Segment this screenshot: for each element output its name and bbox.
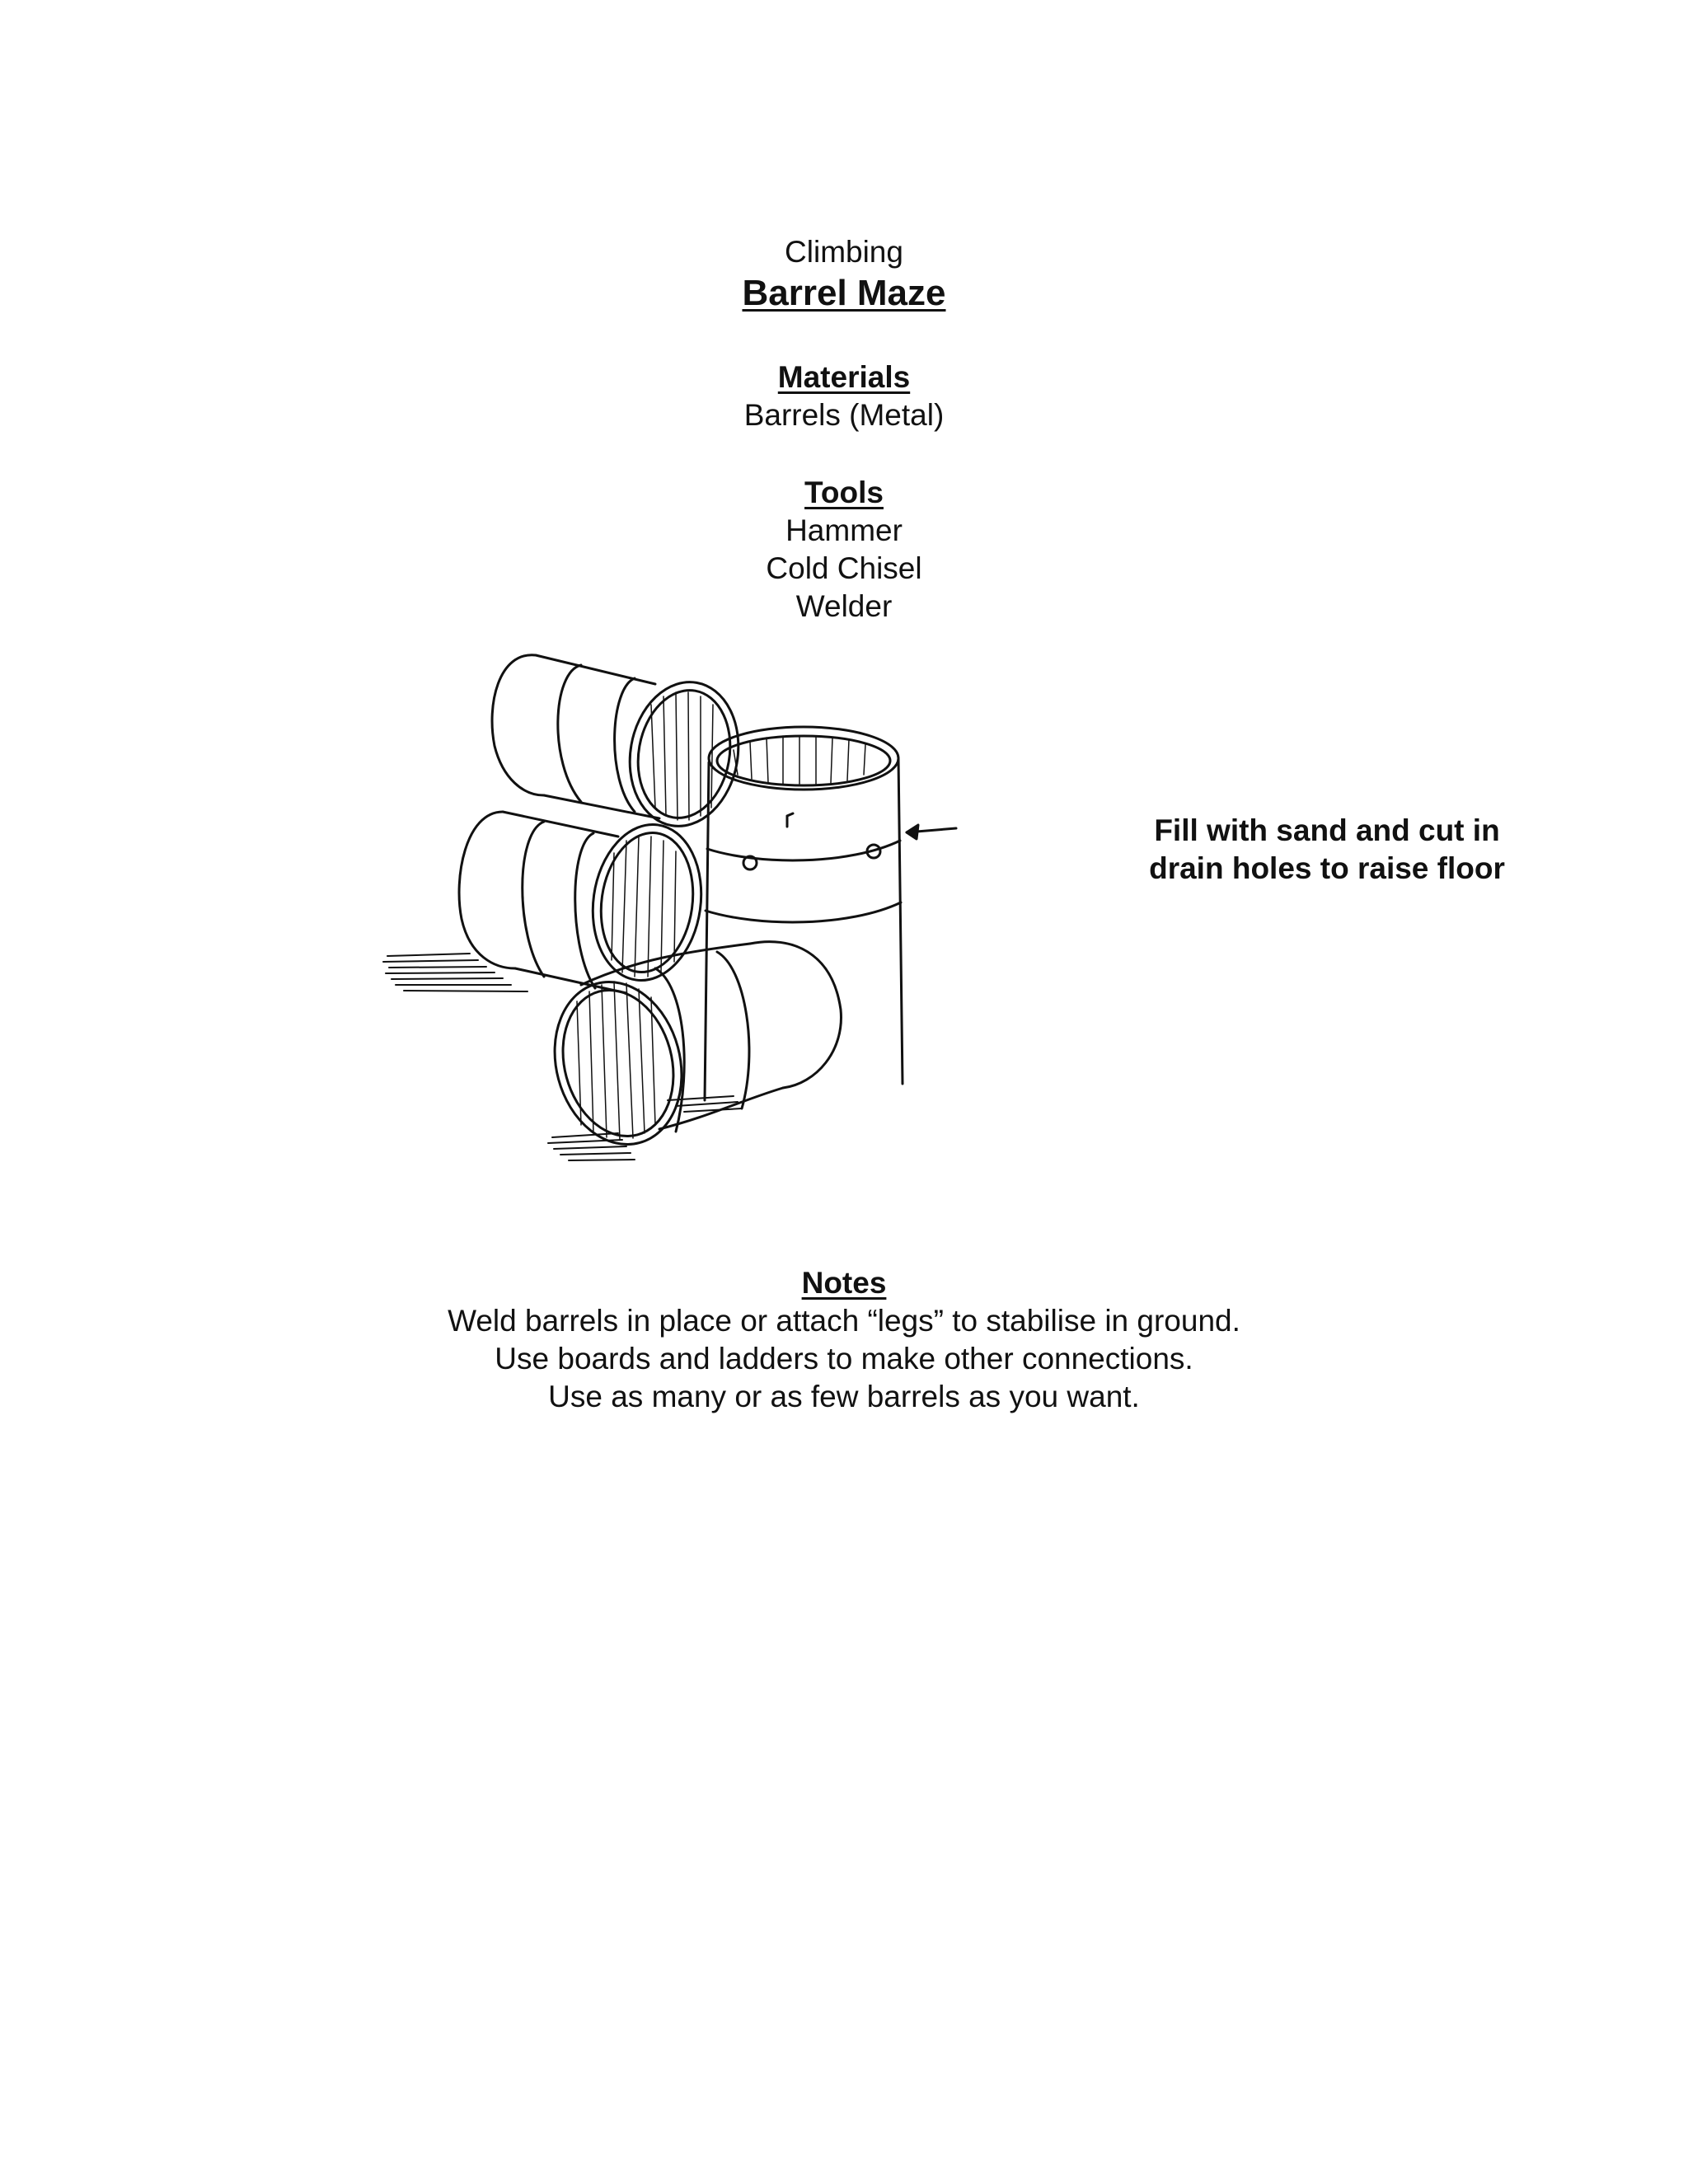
barrel-upright bbox=[705, 727, 903, 1100]
callout-line-2: drain holes to raise floor bbox=[1149, 851, 1505, 885]
ground-shadow-left bbox=[383, 954, 528, 991]
tools-item-hammer: Hammer bbox=[785, 513, 903, 547]
barrel-maze-illustration bbox=[371, 639, 1047, 1183]
materials-item: Barrels (Metal) bbox=[743, 398, 945, 432]
tools-heading: Tools bbox=[804, 476, 884, 509]
callout-note bbox=[1104, 812, 1550, 888]
tools-item-cold-chisel: Cold Chisel bbox=[766, 551, 922, 585]
page-title: Barrel Maze bbox=[742, 273, 946, 313]
notes-heading: Notes bbox=[801, 1266, 887, 1300]
notes-line-2: Use boards and ladders to make other connections. bbox=[495, 1342, 1193, 1376]
notes-line-3: Use as many or as few barrels as you want. bbox=[548, 1380, 1140, 1413]
callout-arrow bbox=[907, 825, 956, 839]
barrel-front-bottom bbox=[537, 942, 842, 1159]
barrel-middle-left bbox=[459, 812, 711, 993]
barrel-top-left bbox=[492, 655, 749, 835]
tools-item-welder: Welder bbox=[795, 589, 893, 623]
category-label: Climbing bbox=[785, 235, 903, 269]
notes-line-1: Weld barrels in place or attach “legs” to stabilise in ground. bbox=[448, 1304, 1240, 1338]
materials-heading: Materials bbox=[777, 360, 911, 394]
callout-line-1: Fill with sand and cut in bbox=[1154, 813, 1500, 847]
